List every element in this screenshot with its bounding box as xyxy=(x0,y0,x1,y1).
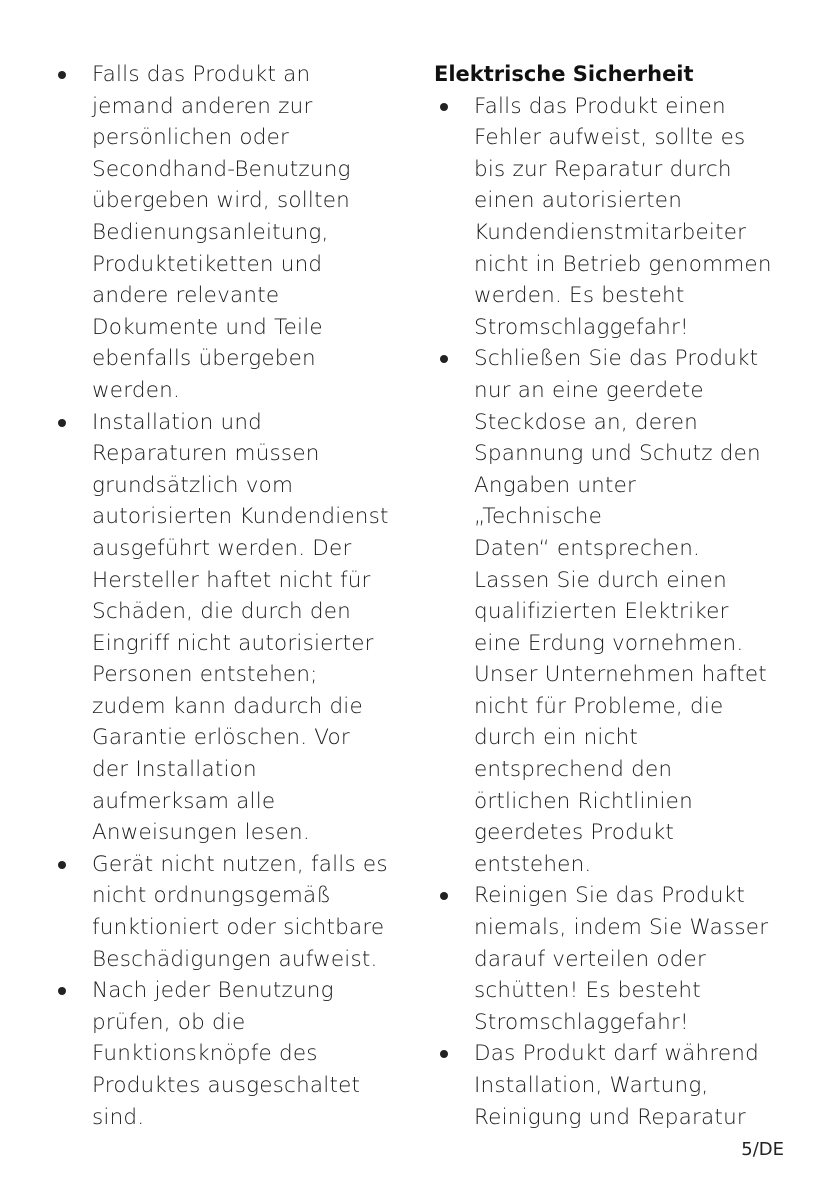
text-line: Reinigen Sie das Produkt xyxy=(474,883,745,909)
text-line: „Technische xyxy=(474,504,603,530)
text-line: Falls das Produkt einen xyxy=(474,93,726,119)
text-line: Bedienungsanleitung, xyxy=(92,219,329,245)
bullet-dot-icon xyxy=(440,103,448,111)
text-line: zudem kann dadurch die xyxy=(92,693,363,719)
text-line: schütten! Es besteht xyxy=(474,978,701,1004)
text-line: eine Erdung vornehmen. xyxy=(474,630,744,656)
text-line: Personen entstehen; xyxy=(92,662,318,688)
text-line: Schließen Sie das Produkt xyxy=(474,346,759,372)
text-line: Produktetiketten und xyxy=(92,251,323,277)
bullet-dot-icon xyxy=(440,892,448,900)
text-line: qualifizierten Elektriker xyxy=(474,599,729,625)
text-line: Nach jeder Benutzung xyxy=(92,978,334,1004)
text-line: Anweisungen lesen. xyxy=(92,820,310,846)
text-line: Stromschlaggefahr! xyxy=(474,1009,689,1035)
text-line: werden. Es besteht xyxy=(474,283,685,309)
text-line: einen autorisierten xyxy=(474,188,683,214)
text-line: entstehen. xyxy=(474,851,592,877)
text-line: entsprechend den xyxy=(474,757,673,783)
left-bullet-list xyxy=(48,59,408,1133)
text-line: Gerät nicht nutzen, falls es xyxy=(92,851,388,877)
text-line: Reparaturen müssen xyxy=(92,441,320,467)
bullet-dot-icon xyxy=(58,861,66,869)
text-line: ebenfalls übergeben xyxy=(92,346,316,372)
section-heading: Elektrische Sicherheit xyxy=(434,62,694,86)
text-line: werden. xyxy=(92,377,181,403)
text-line: Steckdose an, deren xyxy=(474,409,699,435)
text-line: Falls das Produkt an xyxy=(92,62,311,87)
text-line: Kundendienstmitarbeiter xyxy=(474,219,747,245)
bullet-dot-icon xyxy=(58,987,66,995)
text-line: jemand anderen zur xyxy=(92,93,313,119)
text-line: nicht für Probleme, die xyxy=(474,693,724,719)
left-column xyxy=(48,59,408,1133)
text-line: Garantie erlöschen. Vor xyxy=(92,725,350,751)
text-line: der Installation xyxy=(92,757,257,783)
text-line: Unser Unternehmen haftet xyxy=(474,662,767,688)
text-line: grundsätzlich vom xyxy=(92,472,294,498)
text-line: Reinigung und Reparatur xyxy=(474,1104,746,1130)
text-line: Das Produkt darf während xyxy=(474,1041,759,1067)
bullet-dot-icon xyxy=(58,419,66,427)
text-line: aufmerksam alle xyxy=(92,788,276,814)
text-line: Schäden, die durch den xyxy=(92,599,351,625)
text-line: Spannung und Schutz den xyxy=(474,441,761,467)
text-line: Angaben unter xyxy=(474,472,637,498)
text-line: übergeben wird, sollten xyxy=(92,188,350,214)
text-line: nur an eine geerdete xyxy=(474,377,704,403)
bullet-dot-icon xyxy=(58,71,66,79)
text-line: prüfen, ob die xyxy=(92,1009,246,1035)
bullet-dot-icon xyxy=(440,1050,448,1058)
bullet-item xyxy=(430,343,810,880)
bullet-item xyxy=(430,880,810,1038)
text-line: Lassen Sie durch einen xyxy=(474,567,727,593)
page-number: 5/DE xyxy=(741,1139,784,1160)
text-line: niemals, indem Sie Wasser xyxy=(474,915,769,941)
bullet-item xyxy=(48,975,408,1133)
text-line: andere relevante xyxy=(92,283,280,309)
bullet-item xyxy=(48,59,408,407)
text-line: Fehler aufweist, sollte es xyxy=(474,125,746,151)
text-line: autorisierten Kundendienst xyxy=(92,504,389,530)
text-line: Eingriff nicht autorisierter xyxy=(92,630,374,656)
text-line: Installation und xyxy=(92,409,263,435)
right-bullet-list xyxy=(430,91,810,1134)
text-line: Dokumente und Teile xyxy=(92,314,323,340)
text-line: funktioniert oder sichtbare xyxy=(92,915,385,941)
bullet-item xyxy=(48,407,408,849)
text-line: Stromschlaggefahr! xyxy=(474,314,689,340)
text-line: Hersteller haftet nicht für xyxy=(92,567,371,593)
bullet-item xyxy=(48,849,408,975)
text-line: nicht ordnungsgemäß xyxy=(92,883,332,909)
text-line: persönlichen oder xyxy=(92,125,290,151)
text-line: Funktionsknöpfe des xyxy=(92,1041,318,1067)
text-line: durch ein nicht xyxy=(474,725,639,751)
bullet-dot-icon xyxy=(440,355,448,363)
text-line: sind. xyxy=(92,1104,145,1130)
text-line: ausgeführt werden. Der xyxy=(92,535,352,561)
text-line: Secondhand-Benutzung xyxy=(92,156,351,182)
text-line: Beschädigungen aufweist. xyxy=(92,946,378,972)
right-column xyxy=(430,59,810,1133)
text-line: örtlichen Richtlinien xyxy=(474,788,693,814)
text-line: Produktes ausgeschaltet xyxy=(92,1073,361,1098)
text-line: Daten“ entsprechen. xyxy=(474,535,701,561)
bullet-item xyxy=(430,91,810,344)
text-line: darauf verteilen oder xyxy=(474,946,707,972)
text-line: geerdetes Produkt xyxy=(474,820,675,846)
bullet-item xyxy=(430,1038,810,1133)
text-line: Installation, Wartung, xyxy=(474,1073,709,1098)
text-line: nicht in Betrieb genommen xyxy=(474,251,772,277)
text-line: bis zur Reparatur durch xyxy=(474,156,732,182)
